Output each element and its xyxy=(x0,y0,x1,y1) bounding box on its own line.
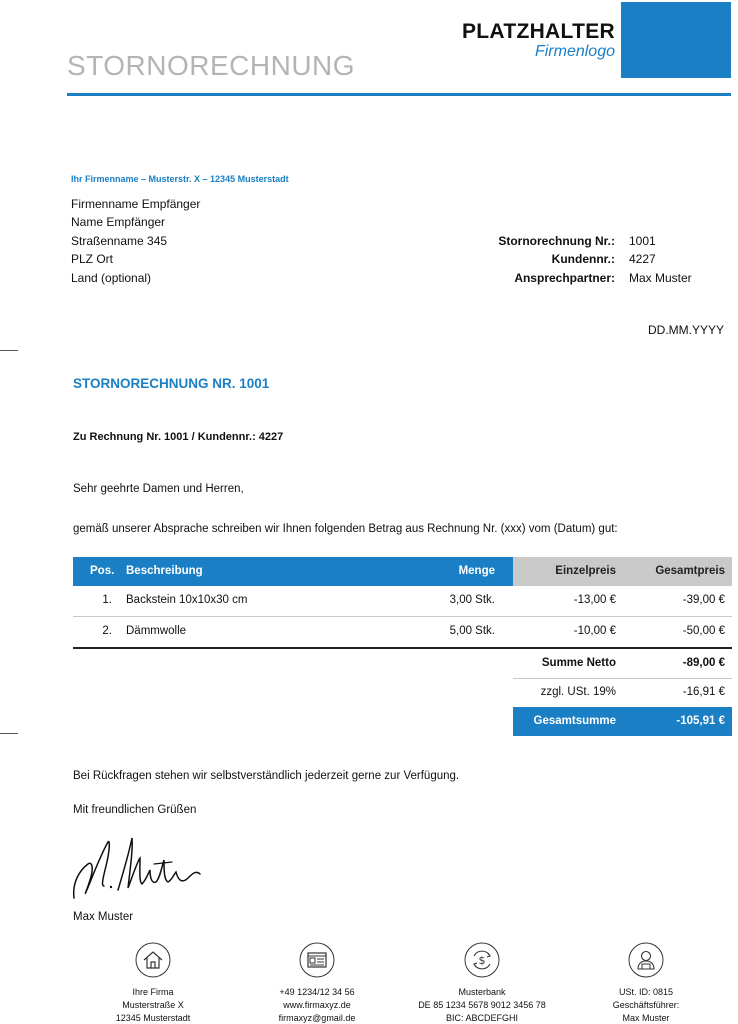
footer-company-name: Ihre Firma xyxy=(132,987,174,997)
recipient-city: PLZ Ort xyxy=(71,252,114,267)
row-total-price: -50,00 € xyxy=(682,625,725,637)
contact-person-label: Ansprechpartner: xyxy=(514,270,615,285)
header-total-price: Gesamtpreis xyxy=(655,565,725,577)
footer-website: www.firmaxyz.de xyxy=(283,999,351,1010)
footer-manager-name: Max Muster xyxy=(622,1012,670,1023)
fold-mark-bottom xyxy=(0,733,18,734)
row-unit-price: -13,00 € xyxy=(573,594,616,606)
row-pos: 2. xyxy=(102,625,112,637)
footer-iban: DE 85 1234 5678 9012 3456 78 xyxy=(418,999,546,1010)
grand-total-value: -105,91 € xyxy=(676,715,725,727)
recipient-country: Land (optional) xyxy=(71,270,152,285)
recipient-street: Straßenname 345 xyxy=(71,233,168,248)
header-pos: Pos. xyxy=(90,565,115,577)
intro-text: gemäß unserer Absprache schreiben wir Ihnen folgenden Betrag aus Rechnung Nr. (xxx) vom (Datum) gut: xyxy=(73,523,618,535)
customer-number-label: Kundennr.: xyxy=(551,252,615,267)
footer-bank xyxy=(397,942,567,1024)
row-quantity: 3,00 Stk. xyxy=(449,594,495,606)
grand-total-row xyxy=(73,707,732,736)
logo-box xyxy=(621,2,731,78)
header-description: Beschreibung xyxy=(126,565,203,577)
closing-text: Bei Rückfragen stehen wir selbstverständlich jederzeit gerne zur Verfügung. xyxy=(73,770,460,782)
contact-person-value: Max Muster xyxy=(629,270,692,285)
footer-phone: +49 1234/12 34 56 xyxy=(279,987,355,997)
handwritten-signature xyxy=(68,830,208,905)
table-row xyxy=(73,617,732,649)
invoice-number-value: 1001 xyxy=(629,234,656,248)
header-quantity: Menge xyxy=(458,565,495,577)
regards-text: Mit freundlichen Grüßen xyxy=(73,804,197,816)
header-divider xyxy=(67,93,731,96)
recipient-company: Firmenname Empfänger xyxy=(71,197,201,211)
customer-number-value: 4227 xyxy=(629,252,656,267)
bank-exchange-icon xyxy=(464,942,500,978)
net-sum-label: Summe Netto xyxy=(541,657,616,669)
recipient-name: Name Empfänger xyxy=(71,215,166,230)
items-table xyxy=(73,557,732,736)
row-quantity: 5,00 Stk. xyxy=(449,625,495,637)
grand-total-label: Gesamtsumme xyxy=(533,715,616,727)
invoice-reference: Zu Rechnung Nr. 1001 / Kundennr.: 4227 xyxy=(73,431,284,443)
row-unit-price: -10,00 € xyxy=(573,625,616,637)
fold-mark-top xyxy=(0,350,18,351)
row-description: Backstein 10x10x30 cm xyxy=(126,594,248,606)
table-row xyxy=(73,586,732,617)
document-heading: STORNORECHNUNG NR. 1001 xyxy=(73,376,270,391)
row-description: Dämmwolle xyxy=(126,625,187,637)
contact-card-icon xyxy=(299,942,335,978)
row-total-price: -39,00 € xyxy=(682,594,725,606)
logo-title: PLATZHALTER xyxy=(462,20,615,43)
sender-address-line: Ihr Firmenname – Musterstr. X – 12345 Musterstadt xyxy=(71,174,289,184)
row-pos: 1. xyxy=(102,594,112,606)
vat-value: -16,91 € xyxy=(682,686,725,698)
document-date: DD.MM.YYYY xyxy=(647,323,724,337)
signer-name: Max Muster xyxy=(73,911,134,923)
footer-email: firmaxyz@gmail.de xyxy=(278,1012,356,1023)
net-sum-row xyxy=(73,649,732,678)
footer-company-street: Musterstraße X xyxy=(122,999,184,1010)
logo-subtitle: Firmenlogo xyxy=(534,43,615,60)
header-unit-price: Einzelpreis xyxy=(555,565,616,577)
invoice-number-label: Stornorechnung Nr.: xyxy=(498,234,615,248)
vat-row xyxy=(73,678,732,707)
manager-icon xyxy=(628,942,664,978)
footer-bank-name: Musterbank xyxy=(458,987,506,997)
net-sum-value: -89,00 € xyxy=(682,657,725,669)
footer-tax xyxy=(561,942,731,1024)
footer-bic: BIC: ABCDEFGHI xyxy=(445,1012,518,1023)
recipient-address xyxy=(71,195,200,287)
greeting: Sehr geehrte Damen und Herren, xyxy=(73,483,244,495)
footer-manager-label: Geschäftsführer: xyxy=(612,999,680,1010)
house-icon xyxy=(135,942,171,978)
table-header xyxy=(73,557,732,586)
footer-company xyxy=(68,942,238,1024)
footer-contact xyxy=(232,942,402,1024)
meta-values xyxy=(629,232,692,287)
svg-text:$: $ xyxy=(478,954,486,967)
meta-labels xyxy=(498,232,615,287)
footer-company-city: 12345 Musterstadt xyxy=(115,1012,191,1023)
vat-label: zzgl. USt. 19% xyxy=(540,686,616,698)
footer-vat-id: USt. ID: 0815 xyxy=(618,987,674,997)
document-title: STORNORECHNUNG xyxy=(67,50,356,81)
